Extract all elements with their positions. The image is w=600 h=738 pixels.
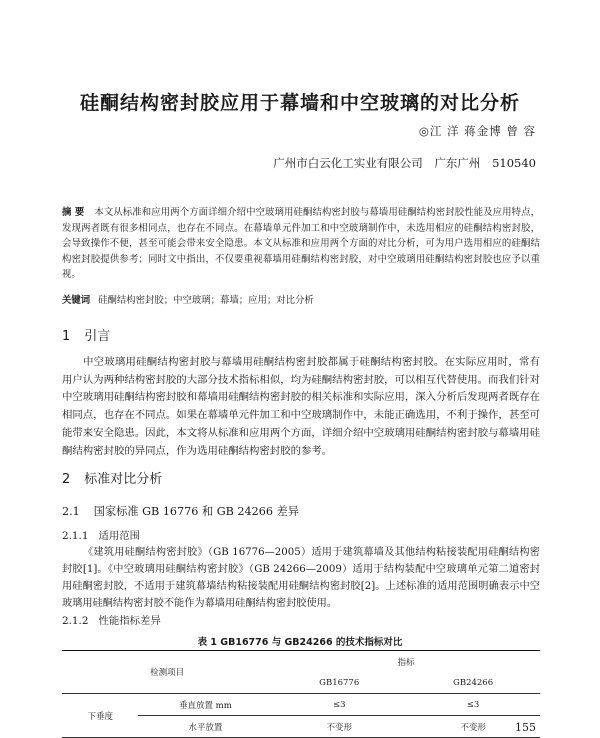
table-item: 垂直放置 mm [138,694,272,716]
subsection-2-1-title: 国家标准 GB 16776 和 GB 24266 差异 [93,505,299,518]
keywords [62,292,540,306]
article-title: 硅酮结构密封胶应用于幕墙和中空玻璃的对比分析 [79,92,520,114]
keywords-text: 硅酮结构密封胶；中空玻璃；幕墙；应用；对比分析 [98,295,314,306]
table-header-row [62,651,540,673]
section1-paragraph: 中空玻璃用硅酮结构密封胶与幕墙用硅酮结构密封胶都属于硅酮结构密封胶。在实际应用时，常有用户认为两种结构密封胶的大部分技术指标相似，均为硅酮结构密封胶，可以相互代替使用。而我们针对中空玻璃用硅酮结构密封胶和幕墙用硅酮结构密封胶的相关标准和实际应用，深入分析后发现两者既存在相同点，也存在不同点。如果在幕墙单元件加工和中空玻璃制作中，未能正确选用，不利于操作，甚至可能带来安全隐患。因此，本文将从标准和应用两个方面，详细介绍中空玻璃用硅酮结构密封胶与幕墙用硅酮结构密封胶的异同点，作为选用硅酮结构密封胶的参考。 [62,356,540,457]
subsection-2-1-1-heading [62,527,140,542]
table1-caption: 表 1 GB16776 与 GB24266 的技术指标对比 [197,637,403,648]
section2-title: 标准对比分析 [84,472,163,487]
subsection-2-1-2-title: 性能指标差异 [98,615,161,627]
article-authors: ◎江 洋 蒋金博 曾 容 [418,124,536,138]
table-value-b: 不变形 [406,716,540,738]
section1-body [62,354,540,460]
section2-number: 2 [62,472,71,487]
subsection-2-1-2-heading [62,612,161,627]
table-group: 下垂度 [62,694,138,738]
table-value-a: ≤3 [272,694,406,716]
page-number: 155 [515,721,536,734]
header-index: 指标 [272,651,540,673]
subsection-2-1-1-paragraph: 《建筑用硅酮结构密封胶》（GB 16776—2005）适用于建筑幕墙及其他结构粘接装配用硅酮结构密封胶[1]。《中空玻璃用硅酮结构密封胶》（GB 24266—2009）适用于结构装配中空玻璃单元第二道密封用硅酮密封胶，不适用于建筑幕墙结构粘接装配用硅酮结构密封胶[2]。上述标准的适用范围明确表示中空玻璃用硅酮结构密封胶不能作为幕墙用硅酮结构密封胶使用。 [62,547,540,609]
article-affiliation: 广州市白云化工实业有限公司 广东广州 510540 [273,156,536,170]
table-value-a: 不变形 [272,716,406,738]
keywords-label: 关键词 [62,295,91,306]
subsection-2-1-heading [62,503,299,519]
subsection-2-1-1-title: 适用范围 [98,530,141,542]
table-value-b: ≤3 [406,694,540,716]
table-item: 水平放置 [138,716,272,738]
section1-heading [62,325,110,344]
subsection-2-1-2-number: 2.1.2 [62,615,89,627]
table-row [62,694,540,716]
abstract-label: 摘 要 [62,207,85,218]
subsection-2-1-number: 2.1 [62,505,80,518]
section1-title: 引言 [84,329,111,344]
section2-heading [62,468,162,487]
section1-number: 1 [62,329,71,344]
abstract-text: 本文从标准和应用两个方面详细介绍中空玻璃用硅酮结构密封胶与幕墙用硅酮结构密封胶性能及应用特点，发现两者既有很多相同点，也存在不同点。在幕墙单元件加工和中空玻璃制作中，未选用相应的硅酮结构密封胶，会导致操作不便，甚至可能会带来安全隐患。本文从标准和应用两个方面的对比分析，可为用户选用相应的硅酮结构密封胶提供参考；同时文中指出，不仅要重视幕墙用硅酮结构密封胶，对中空玻璃用硅酮结构密封胶也应予以重视。 [62,207,540,280]
header-col-b: GB24266 [406,672,540,694]
abstract [62,205,540,283]
header-item: 检测项目 [62,651,272,694]
subsection-2-1-1-number: 2.1.1 [62,530,89,542]
subsection-2-1-1-body [62,544,540,612]
comparison-table [62,650,540,738]
header-col-a: GB16776 [272,672,406,694]
